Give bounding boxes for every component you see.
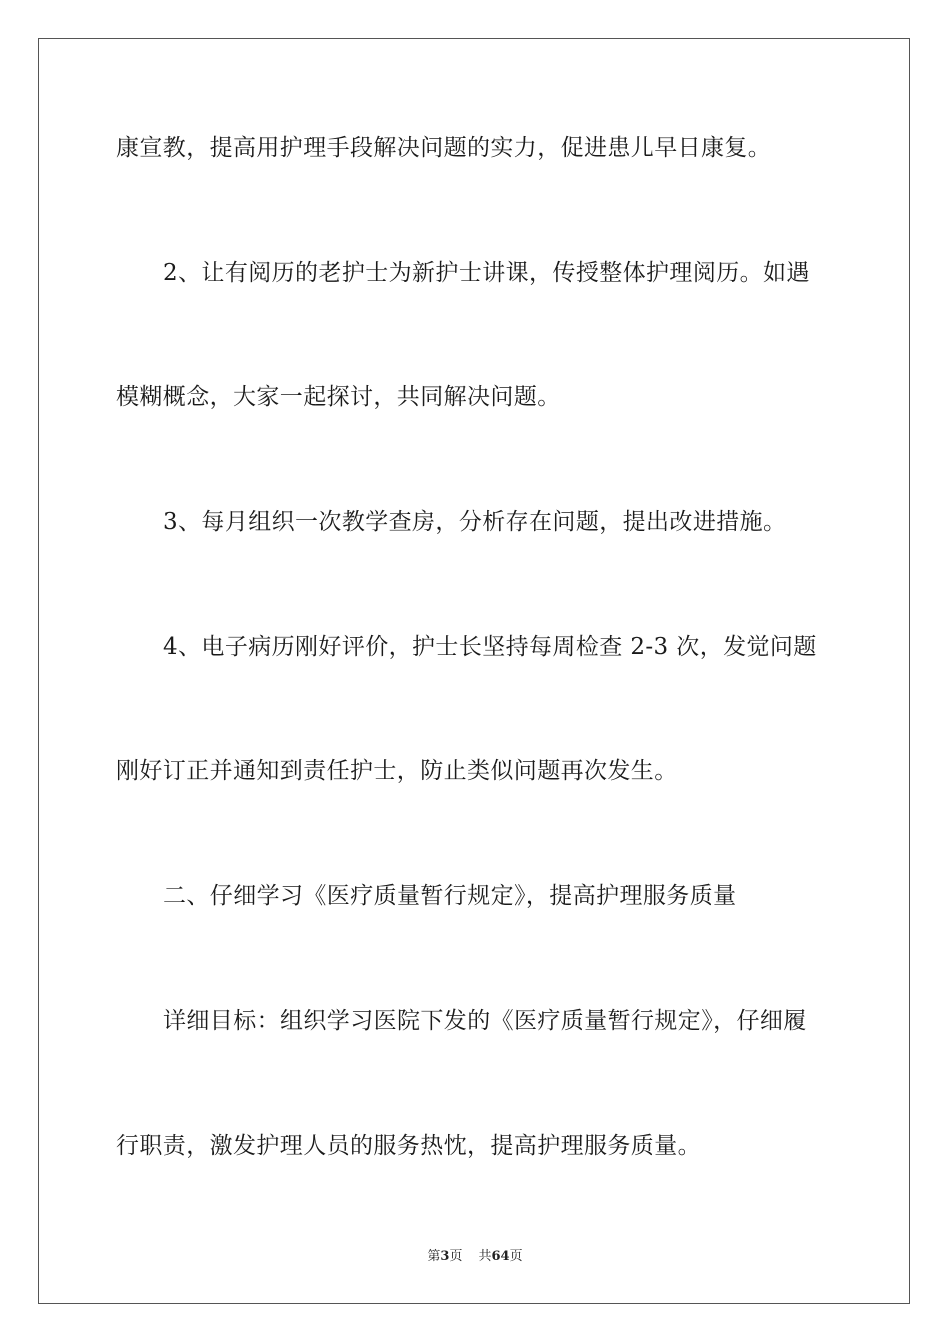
total-suffix: 页	[509, 1249, 523, 1264]
total-pages: 64	[491, 1249, 510, 1264]
body-line-4: 3、每月组织一次教学查房，分析存在问题，提出改进措施。	[163, 509, 787, 535]
page-suffix: 页	[449, 1249, 463, 1264]
body-line-6: 刚好订正并通知到责任护士，防止类似问题再次发生。	[116, 758, 678, 784]
page-border	[38, 38, 910, 1304]
body-line-9: 行职责，激发护理人员的服务热忱，提高护理服务质量。	[116, 1133, 701, 1159]
total-prefix: 共	[478, 1249, 492, 1264]
page-footer	[0, 1245, 950, 1264]
body-line-8: 详细目标：组织学习医院下发的《医疗质量暂行规定》，仔细履	[163, 1008, 807, 1034]
section-heading: 二、仔细学习《医疗质量暂行规定》，提高护理服务质量	[163, 883, 737, 909]
body-line-5: 4、电子病历刚好评价，护士长坚持每周检查 2-3 次，发觉问题	[163, 634, 817, 660]
body-line-2: 2、让有阅历的老护士为新护士讲课，传授整体护理阅历。如遇	[163, 260, 810, 286]
page-prefix: 第	[427, 1249, 441, 1264]
body-line-3: 模糊概念，大家一起探讨，共同解决问题。	[116, 384, 561, 410]
page-number: 3	[440, 1249, 450, 1264]
body-line-1: 康宣教，提高用护理手段解决问题的实力，促进患儿早日康复。	[116, 135, 772, 161]
